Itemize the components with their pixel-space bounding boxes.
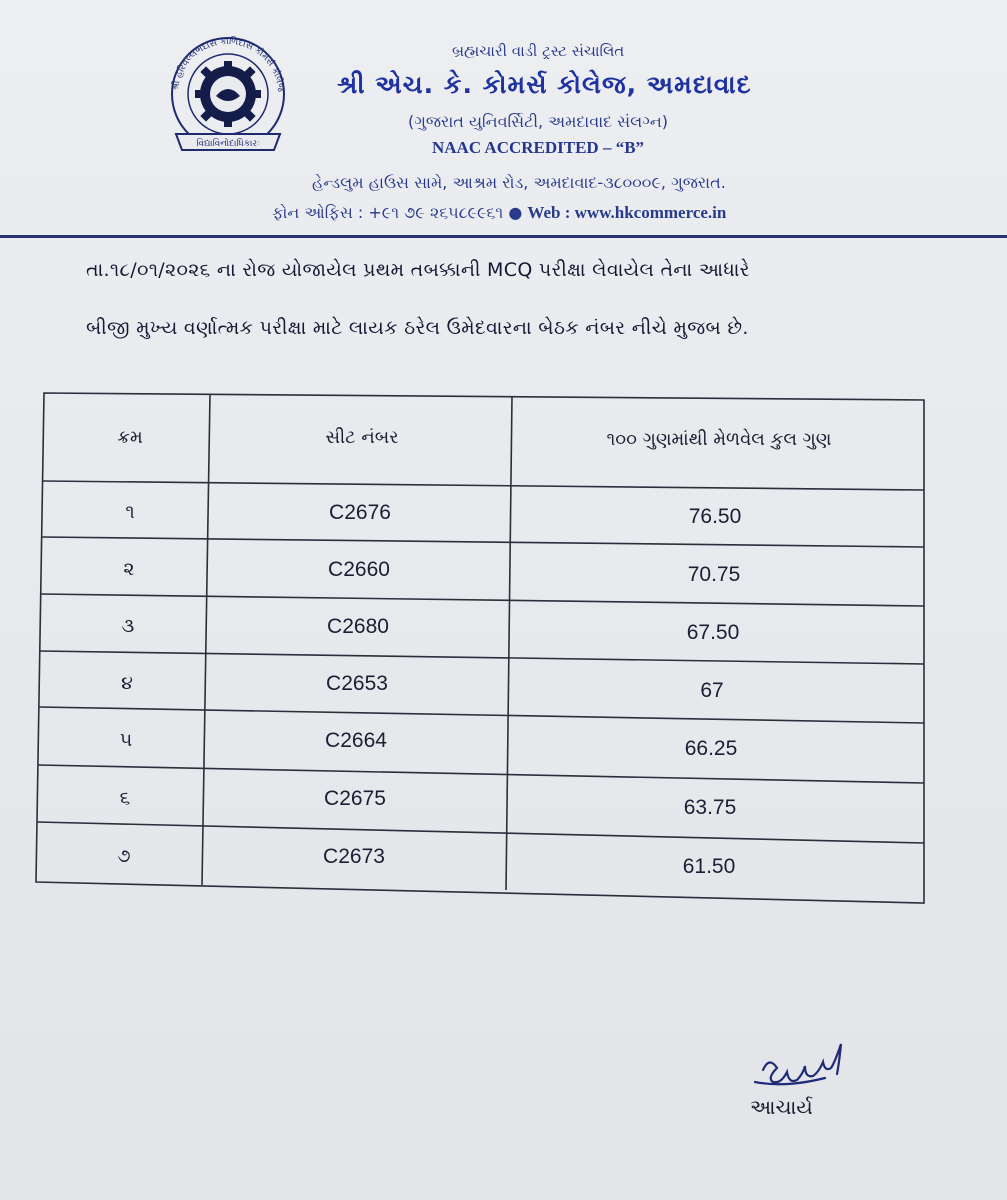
notice-line-1: તા.૧૮/૦૧/૨૦૨૬ ના રોજ યોજાયેલ પ્રથમ તબક્કાની MCQ પરીક્ષા લેવાયેલ તેના આધારે — [86, 259, 750, 281]
marks-cell: 67.50 — [686, 621, 740, 644]
serial-cell: ૩ — [121, 615, 135, 637]
serial-cell: ૨ — [123, 558, 135, 580]
seat-number-cell: C2664 — [325, 729, 387, 752]
seat-number-cell: C2653 — [326, 672, 388, 695]
seat-number-cell: C2675 — [324, 787, 386, 810]
phone-number: ફોન ઓફિસ : +૯૧ ૭૯ ૨૬૫૮૯૯૬૧ — [272, 203, 504, 222]
header-total-marks: ૧૦૦ ગુણમાંથી મેળવેલ કુલ ગુણ — [606, 429, 832, 450]
serial-cell: ૫ — [119, 729, 133, 751]
svg-text:વિદ્યાવિનોદાધિકારઃ: વિદ્યાવિનોદાધિકારઃ — [196, 139, 260, 149]
address: હેન્ડલુમ હાઉસ સામે, આશ્રમ રોડ, અમદાવાદ-૩૮૦૦૦૯, ગુજરાત. — [312, 173, 726, 192]
seat-number-cell: C2676 — [329, 501, 391, 524]
serial-cell: ૧ — [125, 501, 135, 523]
marks-cell: 63.75 — [683, 796, 737, 819]
website: Web : www.hkcommerce.in — [527, 203, 727, 222]
trust-line: બ્રહ્મચારી વાડી ટ્રસ્ટ સંચાલિત — [452, 42, 625, 60]
serial-cell: ૬ — [119, 787, 131, 809]
notice-line-2: બીજી મુખ્ય વર્ણાત્મક પરીક્ષા માટે લાયક ઠરેલ ઉમેદવારના બેઠક નંબર નીચે મુજબ છે. — [86, 317, 749, 339]
principal-designation: આચાર્ય — [750, 1095, 813, 1119]
college-name: શ્રી એચ. કે. કોમર્સ કોલેજ, અમદાવાદ — [337, 70, 752, 99]
header-serial: ક્રમ — [117, 427, 143, 448]
marks-cell: 66.25 — [684, 737, 738, 760]
marks-cell: 76.50 — [688, 505, 742, 528]
seat-number-cell: C2673 — [323, 845, 385, 868]
serial-cell: ૪ — [121, 672, 133, 694]
principal-signature — [745, 1042, 875, 1097]
accreditation: NAAC ACCREDITED – “B” — [432, 138, 645, 157]
bullet-separator: ● — [508, 203, 528, 222]
header-seat-number: સીટ નંબર — [325, 427, 399, 448]
seat-number-cell: C2680 — [327, 615, 389, 638]
affiliation: (ગુજરાત યુનિવર્સિટી, અમદાવાદ સંલગ્ન) — [408, 112, 669, 131]
serial-cell: ૭ — [117, 845, 131, 867]
marks-cell: 61.50 — [682, 855, 736, 878]
svg-text:શ્રી હરિવલ્લભદાસ કાળિદાસ કોમર્: શ્રી હરિવલ્લભદાસ કાળિદાસ કોમર્સ કોલેજ — [170, 36, 286, 93]
seat-number-cell: C2660 — [328, 558, 390, 581]
marks-cell: 67 — [700, 679, 724, 702]
marks-cell: 70.75 — [687, 563, 741, 586]
